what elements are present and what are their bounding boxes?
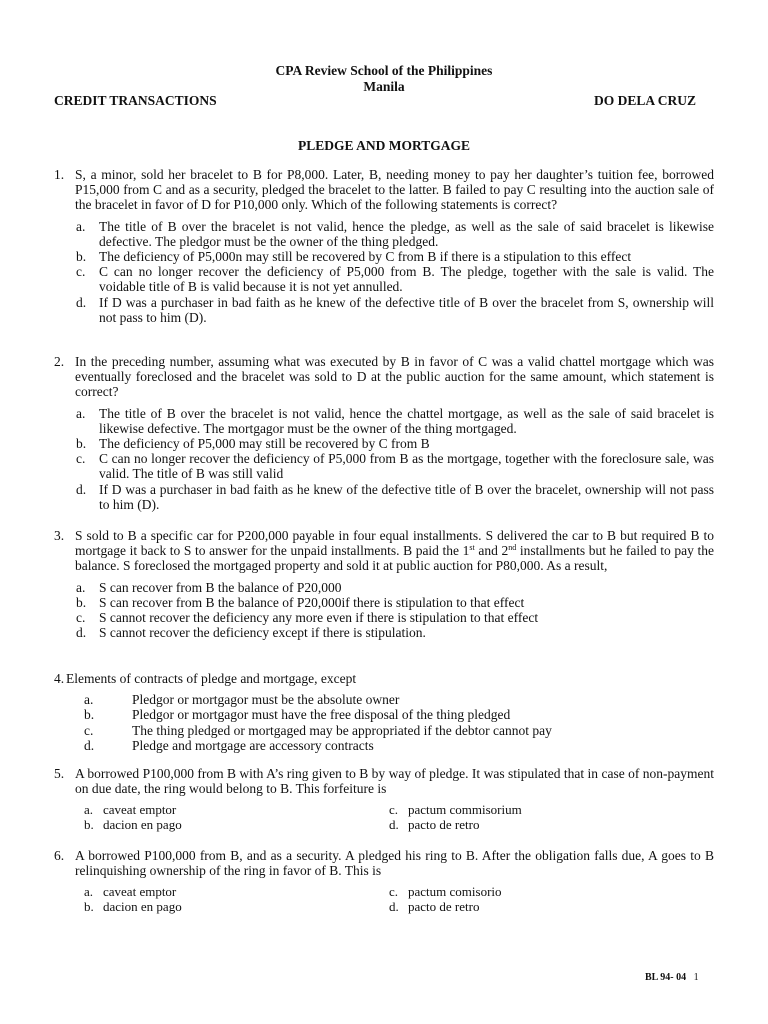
page-footer (645, 972, 699, 983)
option-a (76, 580, 714, 595)
question-stem (54, 848, 714, 878)
option-label: c. (389, 884, 399, 900)
question-number: 5. (54, 766, 65, 781)
option-label: d. (76, 294, 87, 310)
option-b (84, 899, 182, 914)
option-b (84, 707, 714, 722)
option-text: Pledgor or mortgagor must have the free disposal of the thing pledged (132, 707, 511, 723)
section-title: PLEDGE AND MORTGAGE (297, 138, 471, 153)
option-text: pacto de retro (408, 817, 480, 833)
option-text: caveat emptor (103, 802, 177, 818)
option-text: S cannot recover the deficiency except if there is stipulation. (99, 625, 426, 641)
option-label: a. (84, 802, 94, 818)
option-b (76, 249, 714, 264)
question-5 (54, 766, 714, 834)
question-text-part: installments but he failed to pay the balance. S foreclosed the mortgaged property and sold it at public auction for P80,000. As a result, (75, 543, 714, 574)
option-list (54, 692, 714, 753)
option-text: S can recover from B the balance of P20,000 (99, 579, 342, 595)
ordinal-suffix: nd (508, 543, 517, 553)
option-label: b. (84, 899, 94, 915)
option-label: c. (76, 451, 86, 467)
option-text: The title of B over the bracelet is not valid, hence the chattel mortgage, as well as the sale of said bracelet is likewise defective. The mortgagor must be the owner of the thing mortgaged. (99, 405, 714, 436)
question-number: 3. (54, 528, 65, 543)
option-label: b. (76, 249, 87, 265)
question-number: 1. (54, 167, 65, 182)
question-2 (54, 354, 714, 512)
option-c (84, 723, 714, 738)
option-text: Pledge and mortgage are accessory contracts (132, 737, 374, 753)
question-stem (54, 766, 714, 796)
option-label: d. (84, 737, 95, 753)
option-text: pacto de retro (408, 899, 480, 915)
option-label: c. (389, 802, 399, 818)
option-text: C can no longer recover the deficiency of P5,000 from B. The pledge, together with the sale is valid. The voidable title of B is valid because it is not yet annulled. (99, 264, 714, 295)
question-1 (54, 167, 714, 325)
option-d (76, 295, 714, 325)
question-text: Elements of contracts of pledge and mortgage, except (66, 671, 357, 686)
option-d (76, 625, 714, 640)
option-list (54, 219, 714, 325)
instructor-name: DO DELA CRUZ (593, 93, 696, 108)
option-label: d. (389, 817, 399, 833)
document-code: BL 94- 04 (645, 972, 687, 983)
question-3 (54, 528, 714, 640)
question-text-part: and 2 (474, 543, 509, 559)
option-list (54, 580, 714, 641)
question-number: 6. (54, 848, 65, 863)
option-label: a. (84, 884, 94, 900)
option-a (84, 802, 176, 817)
option-a (84, 884, 176, 899)
question-text-part: S sold to B a specific car for P200,000 payable in four equal installments. S delivered the car to B but required B to mortgage it back to S to answer for the unpaid installments. B paid the 1 (75, 528, 714, 559)
option-d (76, 482, 714, 512)
option-label: a. (76, 579, 86, 595)
option-label: a. (76, 405, 86, 421)
option-c (76, 451, 714, 481)
option-label: a. (76, 218, 86, 234)
option-d (389, 899, 479, 914)
option-text: dacion en pago (103, 817, 182, 833)
option-text: If D was a purchaser in bad faith as he knew of the defective title of B over the bracelet, ownership will not pass to him (D). (99, 481, 714, 512)
question-stem (54, 354, 714, 400)
option-label: c. (84, 722, 94, 738)
subject-title: CREDIT TRANSACTIONS (54, 93, 217, 108)
option-label: c. (76, 264, 86, 280)
question-stem (54, 167, 714, 213)
option-text: caveat emptor (103, 884, 177, 900)
option-text: Pledgor or mortgagor must be the absolute owner (132, 692, 400, 708)
question-6 (54, 848, 714, 916)
option-b (84, 817, 182, 832)
question-text: In the preceding number, assuming what was executed by B in favor of C was a valid chattel mortgage which was eventually foreclosed and the bracelet was sold to D at the public auction for the same amount, which statement is correct? (75, 354, 714, 400)
question-number: 2. (54, 354, 65, 369)
document-header (0, 63, 768, 95)
option-text: The thing pledged or mortgaged may be appropriated if the debtor cannot pay (132, 722, 552, 738)
option-a (76, 219, 714, 249)
option-text: C can no longer recover the deficiency of P5,000 from B as the mortgage, together with the foreclosure sale, was valid. The title of B was still valid (99, 451, 714, 482)
option-label: b. (76, 436, 87, 452)
option-b (76, 595, 714, 610)
option-list (54, 406, 714, 512)
option-text: pactum comisorio (408, 884, 502, 900)
option-text: The title of B over the bracelet is not valid, hence the pledge, as well as the sale of said bracelet is likewise defective. The pledgor must be the owner of the thing pledged. (99, 218, 714, 249)
page-number: 1 (693, 972, 699, 983)
question-text (75, 528, 714, 573)
option-b (76, 436, 714, 451)
question-text: A borrowed P100,000 from B with A’s ring given to B by way of pledge. It was stipulated that in case of non-payment on due date, the ring would belong to B. This forfeiture is (75, 766, 714, 797)
question-number: 4. (54, 671, 65, 686)
option-label: b. (84, 817, 94, 833)
option-label: d. (76, 481, 87, 497)
option-text: dacion en pago (103, 899, 182, 915)
option-label: b. (76, 594, 87, 610)
option-c (389, 884, 502, 899)
question-text: S, a minor, sold her bracelet to B for P8,000. Later, B, needing money to pay her daughter’s tuition fee, borrowed P15,000 from C and as a security, pledged the bracelet to the latter. B failed to pay C resulting into the auction sale of the bracelet in favor of D for P10,000 only. Which of the following statements is correct? (75, 167, 714, 213)
option-text: S can recover from B the balance of P20,000if there is stipulation to that effect (99, 594, 525, 610)
option-d (389, 817, 479, 832)
option-d (84, 738, 714, 753)
school-city: Manila (363, 79, 405, 94)
question-4 (54, 671, 714, 753)
question-text: A borrowed P100,000 from B, and as a security. A pledged his ring to B. After the obligation falls due, A goes to B relinquishing ownership of the ring in favor of B. This is (75, 848, 714, 879)
option-text: The deficiency of P5,000 may still be recovered by C from B (99, 436, 430, 452)
option-c (389, 802, 522, 817)
option-grid (54, 884, 714, 916)
question-stem (54, 528, 714, 574)
option-text: The deficiency of P5,000n may still be recovered by C from B if there is a stipulation to this effect (99, 249, 632, 265)
option-label: a. (84, 692, 94, 708)
option-a (84, 692, 714, 707)
question-stem (54, 671, 714, 686)
option-a (76, 406, 714, 436)
option-text: pactum commisorium (408, 802, 522, 818)
option-label: d. (76, 625, 87, 641)
option-grid (54, 802, 714, 834)
ordinal-suffix: st (469, 543, 475, 553)
option-text: If D was a purchaser in bad faith as he knew of the defective title of B over the bracelet from S, ownership will not pass to him (D). (99, 294, 714, 325)
school-name: CPA Review School of the Philippines (275, 63, 493, 78)
option-label: c. (76, 610, 86, 626)
option-label: d. (389, 899, 399, 915)
option-text: S cannot recover the deficiency any more even if there is stipulation to that effect (99, 610, 539, 626)
option-c (76, 610, 714, 625)
option-c (76, 264, 714, 294)
option-label: b. (84, 707, 95, 723)
